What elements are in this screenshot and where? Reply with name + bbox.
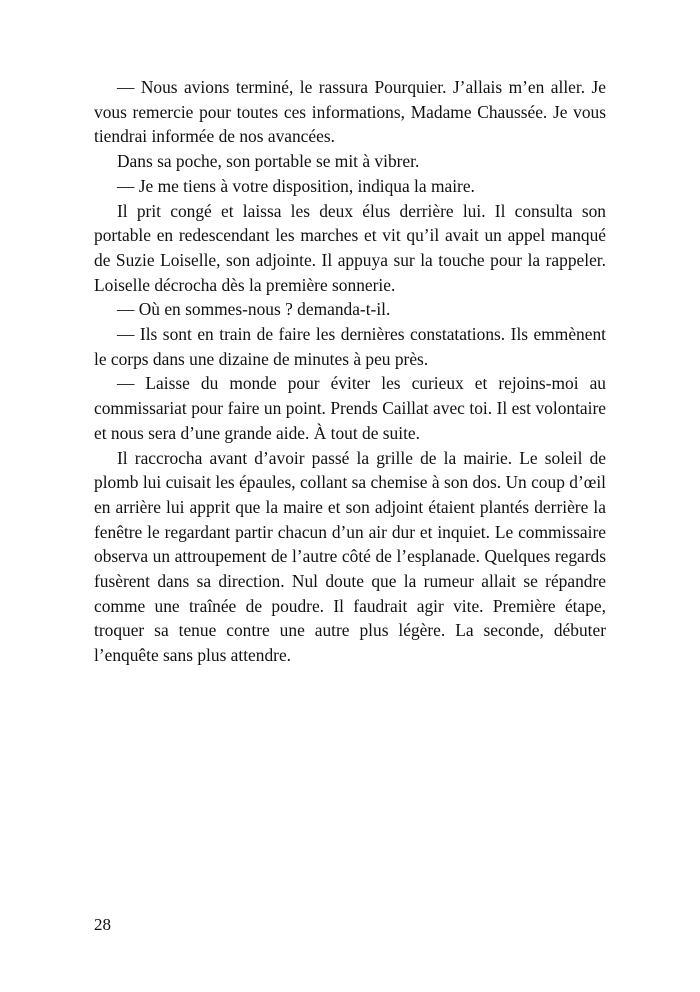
body-text xyxy=(94,75,606,668)
paragraph: — Où en sommes-nous ? demanda-t-il. xyxy=(117,299,391,320)
paragraph: — Laisse du monde pour éviter les curieux et rejoins-moi au commissariat pour faire un point. Prends Caillat avec toi. Il est volontaire et nous sera d’une grande aide. À tout de suite. xyxy=(94,373,606,443)
paragraph: — Nous avions terminé, le rassura Pourquier. J’allais m’en aller. Je vous remercie pour toutes ces informations, Madame Chaussée. Je vous tiendrai informée de nos avancées. xyxy=(94,77,606,147)
paragraph: — Je me tiens à votre disposition, indiqua la maire. xyxy=(117,175,475,196)
paragraph: — Ils sont en train de faire les dernières constatations. Ils emmènent le corps dans une dizaine de minutes à peu près. xyxy=(94,324,606,369)
paragraph: Dans sa poche, son portable se mit à vibrer. xyxy=(117,151,420,172)
paragraph: Il raccrocha avant d’avoir passé la grille de la mairie. Le soleil de plomb lui cuisait les épaules, collant sa chemise à son dos. Un coup d’œil en arrière lui apprit que la maire et son adjoint étaient plantés derrière la fenêtre le regardant partir chacun d’un air dur et inquiet. Le commissaire observa un attroupement de l’autre côté de l’esplanade. Quelques regards fusèrent dans sa direction. Nul doute que la rumeur allait se répandre comme une traînée de poudre. Il faudrait agir vite. Première étape, troquer sa tenue contre une autre plus légère. La seconde, débuter l’enquête sans plus attendre. xyxy=(94,447,606,666)
paragraph: Il prit congé et laissa les deux élus derrière lui. Il consulta son portable en redescendant les marches et vit qu’il avait un appel manqué de Suzie Loiselle, son adjointe. Il appuya sur la touche pour la rappeler. Loiselle décrocha dès la première sonnerie. xyxy=(94,200,606,295)
page-number: 28 xyxy=(94,915,111,934)
